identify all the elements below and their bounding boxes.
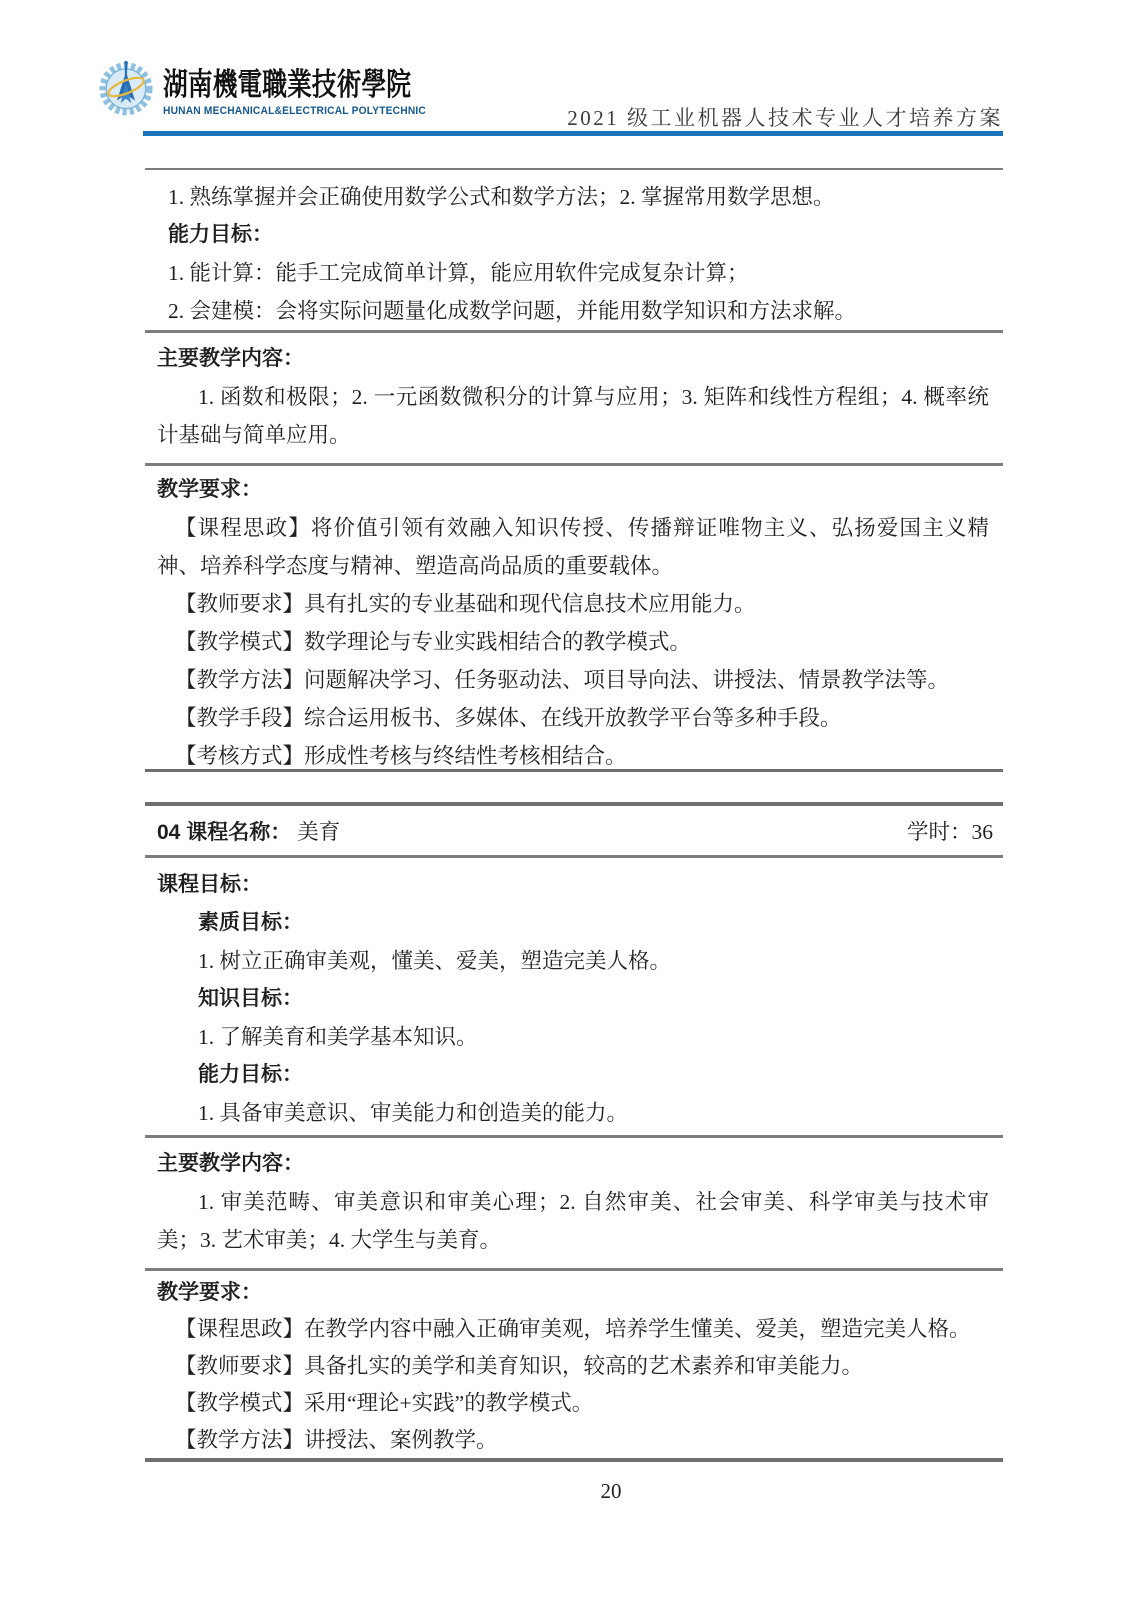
course-title-left: [157, 815, 340, 846]
document-header-title: 2021 级工业机器人技术专业人才培养方案: [567, 106, 1003, 130]
paragraph-ability-item: 1. 具备审美意识、审美能力和创造美的能力。: [198, 1101, 629, 1125]
subheading-quality: 素质目标：: [198, 911, 303, 934]
paragraph-knowledge-tail: 1. 熟练掌握并会正确使用数学公式和数学方法；2. 掌握常用数学思想。: [168, 185, 835, 209]
school-name-english: HUNAN MECHANICAL&ELECTRICAL POLYTECHNIC: [163, 105, 427, 117]
heading-teaching-requirements: 教学要求：: [157, 1281, 262, 1304]
paragraph-requirement-method: 【教学方法】问题解决学习、任务驱动法、项目导向法、讲授法、情景教学法等。: [175, 668, 950, 692]
paragraph-requirement-mode: 【教学模式】数学理论与专业实践相结合的教学模式。: [175, 630, 692, 654]
school-name-chinese: 湖南機電職業技術學院: [163, 67, 411, 103]
course-name: 美育: [297, 820, 341, 844]
subheading-ability: 能力目标：: [168, 223, 273, 246]
table-row-teaching-requirements: [145, 1268, 1003, 1462]
heading-teaching-requirements: 教学要求：: [157, 478, 262, 501]
course-table-art: [145, 802, 1003, 1462]
paragraph-knowledge-item: 1. 了解美育和美学基本知识。: [198, 1025, 478, 1049]
paragraph-ability-1: 1. 能计算：能手工完成简单计算，能应用软件完成复杂计算；: [168, 261, 749, 285]
table-row-objectives-tail: [145, 168, 1003, 330]
heading-teaching-content: 主要教学内容：: [157, 347, 304, 370]
heading-teaching-content: 主要教学内容：: [157, 1152, 304, 1175]
heading-course-objectives: 课程目标：: [157, 873, 262, 896]
table-row-teaching-requirements: [145, 463, 1003, 772]
subheading-ability: 能力目标：: [198, 1063, 303, 1086]
table-row-teaching-content: [145, 1135, 1003, 1268]
paragraph-requirement-teacher: 【教师要求】具备扎实的美学和美育知识，较高的艺术素养和审美能力。: [175, 1354, 864, 1378]
paragraph-teaching-content: 1. 函数和极限；2. 一元函数微积分的计算与应用；3. 矩阵和线性方程组；4. 概率统计基础与简单应用。: [157, 385, 989, 447]
school-logo-text: [163, 56, 473, 117]
paragraph-requirement-teacher: 【教师要求】具有扎实的专业基础和现代信息技术应用能力。: [175, 592, 756, 616]
paragraph-requirement-mode: 【教学模式】采用“理论+实践”的教学模式。: [175, 1391, 594, 1415]
paragraph-requirement-assessment: 【考核方式】形成性考核与终结性考核相结合。: [175, 744, 627, 768]
school-logo: [99, 56, 473, 118]
header-divider-line: [143, 131, 1003, 136]
course-table-math: [145, 168, 1003, 772]
paragraph-requirement-ideology: 【课程思政】在教学内容中融入正确审美观，培养学生懂美、爱美，塑造完美人格。: [175, 1317, 971, 1341]
page-number: 20: [600, 1479, 622, 1503]
course-hours: 学时：36: [906, 820, 993, 844]
table-row-teaching-content: [145, 330, 1003, 463]
paragraph-quality-item: 1. 树立正确审美观，懂美、爱美，塑造完美人格。: [198, 949, 672, 973]
school-logo-gear-icon: [99, 56, 153, 118]
paragraph-requirement-means: 【教学手段】综合运用板书、多媒体、在线开放教学平台等多种手段。: [175, 706, 842, 730]
paragraph-ability-2: 2. 会建模：会将实际问题量化成数学问题，并能用数学知识和方法求解。: [168, 299, 857, 323]
table-row-course-objectives: [145, 855, 1003, 1135]
paragraph-requirement-ideology: 【课程思政】将价值引领有效融入知识传授、传播辩证唯物主义、弘扬爱国主义精神、培养科学态度与精神、塑造高尚品质的重要载体。: [157, 516, 989, 578]
paragraph-requirement-method: 【教学方法】讲授法、案例教学。: [175, 1428, 498, 1452]
subheading-knowledge: 知识目标：: [198, 987, 303, 1010]
course-number-label: 04 课程名称：: [157, 821, 292, 844]
table-row-course-title: [145, 802, 1003, 855]
paragraph-teaching-content: 1. 审美范畴、审美意识和审美心理；2. 自然审美、社会审美、科学审美与技术审美；3. 艺术审美；4. 大学生与美育。: [157, 1190, 989, 1252]
